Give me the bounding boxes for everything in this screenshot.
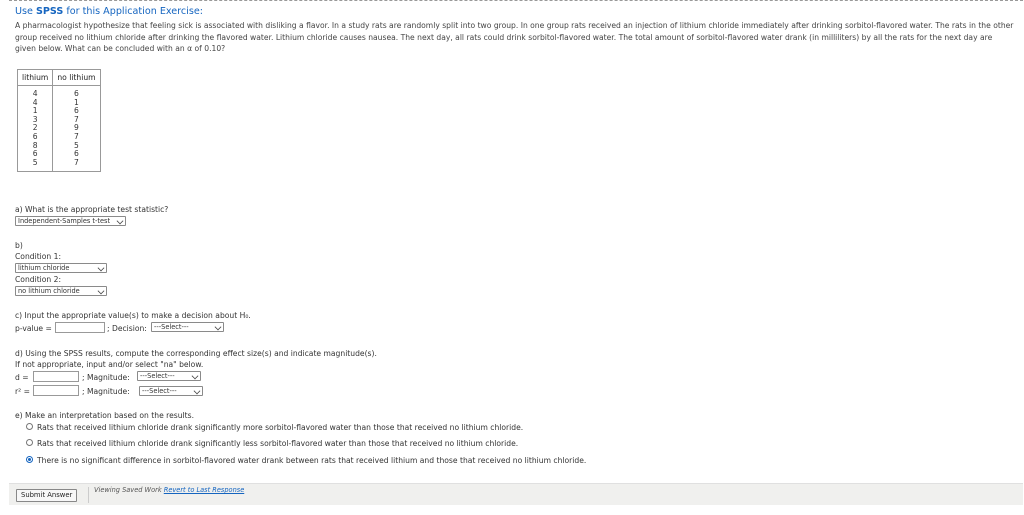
table-cell: 4 xyxy=(32,97,38,107)
table-cell: 1 xyxy=(74,97,79,107)
r2-label: r² = xyxy=(15,387,30,396)
table-cell: 2 xyxy=(32,123,38,133)
table-cell: 6 xyxy=(32,131,38,141)
interpretation-radio-2[interactable] xyxy=(26,439,33,446)
table-cell: 7 xyxy=(74,131,79,141)
part-b-label: b) xyxy=(15,241,23,250)
interpretation-radio-1[interactable] xyxy=(26,423,33,430)
interpretation-option-2: Rats that received lithium chloride drank significantly less sorbitol-flavored water than those that received no lithium chloride. xyxy=(37,439,519,448)
table-cell: 3 xyxy=(32,114,38,124)
condition1-select[interactable] xyxy=(15,263,107,273)
pvalue-label: p-value = xyxy=(15,324,52,333)
chevron-down-icon xyxy=(98,288,105,295)
d-label: d = xyxy=(15,373,29,382)
data-table xyxy=(17,69,101,172)
viewing-saved-work xyxy=(94,486,244,494)
condition2-label: Condition 2: xyxy=(15,275,62,284)
decision-value: ---Select--- xyxy=(154,323,189,331)
table-cell: 6 xyxy=(74,149,79,159)
table-cell: 9 xyxy=(74,123,79,133)
heading-prefix: Use xyxy=(15,6,36,17)
test-statistic-value: Independent-Samples t-test xyxy=(18,217,111,225)
exercise-heading xyxy=(15,6,203,17)
condition1-value: lithium chloride xyxy=(18,264,70,272)
viewing-label: Viewing Saved Work xyxy=(94,486,162,494)
column-header-no-lithium: no lithium xyxy=(53,70,100,86)
no-lithium-column xyxy=(53,86,100,172)
test-statistic-select[interactable] xyxy=(15,216,126,226)
exercise-panel xyxy=(9,0,1023,505)
part-c-question: c) Input the appropriate value(s) to make a decision about H₀. xyxy=(15,311,251,320)
table-cell: 6 xyxy=(32,149,38,159)
pvalue-input[interactable] xyxy=(55,322,105,333)
chevron-down-icon xyxy=(98,265,105,272)
decision-label: ; Decision: xyxy=(107,324,147,333)
part-a-question: a) What is the appropriate test statistic? xyxy=(15,205,169,214)
footer-divider xyxy=(88,487,89,503)
table-cell: 7 xyxy=(74,114,79,124)
part-d-question: d) Using the SPSS results, compute the corresponding effect size(s) and indicate magnitude(s). xyxy=(15,349,377,358)
interpretation-option-3: There is no significant difference in sorbitol-flavored water drank between rats that received lithium and those that received no lithium chloride. xyxy=(37,456,587,465)
table-cell: 1 xyxy=(32,106,38,116)
problem-statement: A pharmacologist hypothesize that feeling sick is associated with disliking a flavor. In a study rats are randomly split into two group. In one group rats received an injection of lithium chloride immediately after drinking sorbitol-flavored water. The rats in the other group received no lithium chloride after drinking the flavored water. Lithium chloride causes nausea. The next day, all rats could drink sorbitol-flavored water. The total amount of sorbitol-flavored water drank (in milliliters) by all the rats for the next day are given below. What can be concluded with an α of 0.10? xyxy=(15,21,1014,54)
r2-magnitude-select[interactable] xyxy=(139,386,203,396)
table-cell: 6 xyxy=(74,106,79,116)
condition2-value: no lithium chloride xyxy=(18,287,80,295)
table-cell: 4 xyxy=(32,89,38,98)
d-input[interactable] xyxy=(33,371,79,382)
chevron-down-icon xyxy=(194,388,201,395)
column-header-lithium: lithium xyxy=(18,70,53,86)
interpretation-radio-3[interactable] xyxy=(26,456,33,463)
submit-answer-button[interactable]: Submit Answer xyxy=(16,489,77,502)
r2-input[interactable] xyxy=(33,385,79,396)
table-cell: 5 xyxy=(32,157,38,167)
table-cell: 6 xyxy=(74,89,79,98)
condition1-label: Condition 1: xyxy=(15,252,62,261)
revert-link[interactable]: Revert to Last Response xyxy=(163,486,245,494)
chevron-down-icon xyxy=(192,373,199,380)
r2-magnitude-value: ---Select--- xyxy=(142,387,177,395)
interpretation-option-1: Rats that received lithium chloride drank significantly more sorbitol-flavored water than those that received no lithium chloride. xyxy=(37,423,524,432)
decision-select[interactable] xyxy=(151,322,224,332)
part-e-question: e) Make an interpretation based on the results. xyxy=(15,411,195,420)
table-cell: 5 xyxy=(74,140,79,150)
heading-suffix: for this Application Exercise: xyxy=(63,6,203,17)
d-magnitude-value: ---Select--- xyxy=(140,372,175,380)
heading-spss: SPSS xyxy=(35,6,64,17)
condition2-select[interactable] xyxy=(15,286,107,296)
part-d-instructions: If not appropriate, input and/or select "na" below. xyxy=(15,360,204,369)
d-magnitude-label: ; Magnitude: xyxy=(82,373,130,382)
chevron-down-icon xyxy=(215,324,222,331)
lithium-column xyxy=(18,86,53,172)
d-magnitude-select[interactable] xyxy=(137,371,201,381)
chevron-down-icon xyxy=(117,218,124,225)
table-cell: 7 xyxy=(74,157,79,167)
table-cell: 8 xyxy=(32,140,38,150)
r2-magnitude-label: ; Magnitude: xyxy=(82,387,130,396)
